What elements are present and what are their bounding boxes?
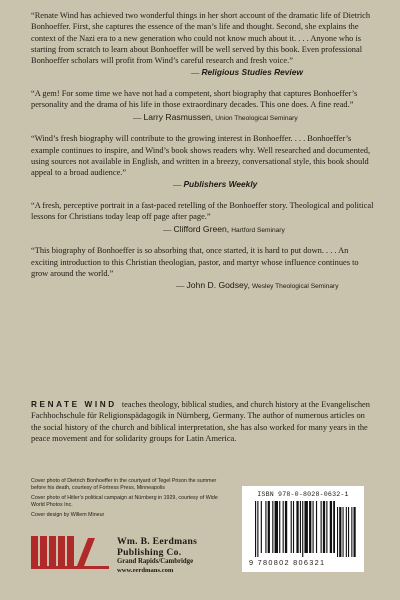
endorsement-affiliation: Union Theological Seminary [215,114,298,122]
endorsement [31,200,376,236]
publisher-name-line2: Publishing Co. [117,546,182,558]
isbn-label: ISBN 978-0-8028-0632-1 [257,491,349,498]
endorsements [31,10,376,302]
endorsement-attribution: — Clifford Green, Hartford Seminary [163,223,285,234]
endorsement-affiliation: Hartford Seminary [231,226,285,234]
endorsement [31,133,376,191]
endorsement-source: John D. Godsey, [186,280,250,291]
ean-digits: 9 780802 806321 [249,558,326,567]
endorsement-text: “Renate Wind has achieved two wonderful things in her short account of the dramatic life of Dietrich Bonhoeffer. First, she captures the essence of the man’s life and thought. Second, she explains the context of the Nazi era to a new generation who could not know much about it. . . . Anyone who is starting from scratch to learn about Bonhoeffer will be well served by this book. Even professional Bonhoeffer scholars will profit from Wind’s careful research and fresh voice.” [31,11,371,66]
endorsement-source: Publishers Weekly [183,179,258,190]
endorsement [31,10,376,79]
endorsement [31,88,376,124]
addon-barcode-icon [337,501,357,559]
author-name: RENATE WIND [31,400,117,409]
publisher-block [117,537,227,575]
publisher-logo-icon [31,532,109,570]
endorsement-source: Clifford Green, [173,223,230,234]
cover-design-credit: Cover design by Willem Mineur [31,512,105,518]
publisher-name-line1: Wm. B. Eerdmans [117,536,198,547]
isbn-barcode-box [242,486,364,572]
endorsement-attribution: — John D. Godsey, Wesley Theological Seminary [176,280,339,291]
endorsement-attribution: — Publishers Weekly [173,179,258,190]
author-bio-text: teaches theology, biblical studies, and church history at the Evangelischen Fachhochschule für Religionspädagogik in Nürnberg, Germany. The author of numerous articles on the social history of the church and biblical interpretation, she has also worked for many years in the peace movement and for solidarity groups for Latin America. [31,400,370,443]
endorsement-text: “A gem! For some time we have not had a competent, short biography that captures Bonhoeffer’s personality and the drama of his life in those extraordinary decades. This one does. A fine read.” [31,89,358,110]
endorsement-attribution: — Religious Studies Review [191,67,303,78]
cover-credits [31,478,231,522]
endorsement [31,245,376,292]
endorsement-text: “Wind’s fresh biography will contribute to the growing interest in Bonhoeffer. . . . Bonhoeffer’s example continues to inspire, and Wind’s book shows readers why. Well researched and documented, using sources not available in English, and written in a breezy, conversational style, this book should appeal to a broad audience.” [31,134,371,178]
publisher-website: www.eerdmans.com [117,566,174,574]
publisher-city: Grand Rapids/Cambridge [117,558,194,565]
barcode-icon [255,501,335,559]
endorsement-source: Religious Studies Review [201,67,303,78]
endorsement-source: Larry Rasmussen, [143,111,214,122]
cover-photo-credit-2: Cover photo of Hitler’s political campaign at Nürnberg in 1929, courtesy of Wide World Photos Inc. [31,495,218,508]
endorsement-affiliation: Wesley Theological Seminary [251,283,339,291]
endorsement-text: “This biography of Bonhoeffer is so absorbing that, once started, it is hard to put down. . . . An exciting introduction to this Christian theologian, pastor, and martyr whose influence continues to grow around the world.” [31,246,359,278]
cover-photo-credit: Cover photo of Dietrich Bonhoeffer in the courtyard of Tegel Prison the summer before his death, courtesy of Fortress Press, Minneapolis [31,478,217,491]
endorsement-text: “A fresh, perceptive portrait in a fast-paced retelling of the Bonhoeffer story. Theological and political lessons for Christians today leap off page after page.” [31,201,374,222]
author-bio [31,399,376,444]
endorsement-attribution: — Larry Rasmussen, Union Theological Seminary [133,111,298,122]
